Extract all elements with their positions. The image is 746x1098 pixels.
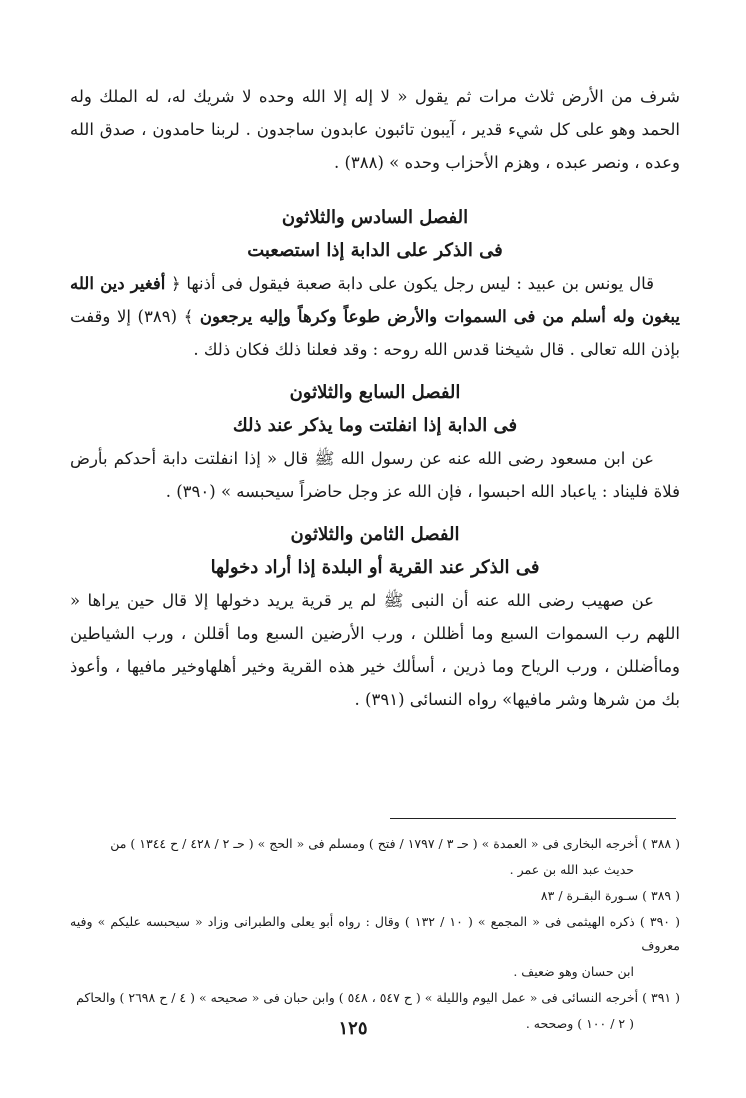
text-after-quote: ﴾ (٣٨٩) إلا وقفت بإذن الله تعالى . قال شيخنا قدس الله روحه : وقد فعلنا ذلك فكان ذلك . [70, 307, 680, 359]
footnote-text: سـورة البقـرة / ٨٣ [540, 888, 639, 903]
section-title: الفصل السابع والثلاثون [289, 382, 461, 403]
quran-quote: أفغير دين الله يبغون وله أسلم من فى السموات والأرض طوعاً وكرهاً وإليه يرجعون [70, 274, 681, 326]
footnote-number: ( ٣٩١ ) [642, 990, 680, 1005]
footnote-391 [70, 986, 680, 1010]
footnote-text: أخرجه البخارى فى « العمدة » ( حـ ٣ / ١٧٩٧ / فتح ) ومسلم فى « الحج » ( حـ ٢ / ٤٢٨ / ح ١٣٤٤ ) من [110, 836, 639, 851]
opening-paragraph: شرف من الأرض ثلاث مرات ثم يقول « لا إله إلا الله وحده لا شريك له، له الملك وله الحمد وهو على كل شيء قدير ، آيبون تائبون عابدون ساجدون . لربنا حامدون ، صدق الله وعده ، ونصر عبده ، وهزم الأحزاب وحده » (٣٨٨) . [70, 87, 680, 172]
section-37 [70, 376, 680, 508]
section-subtitle: فى الدابة إذا انفلتت وما يذكر عند ذلك [232, 415, 518, 436]
footnote-text: ذكره الهيثمى فى « المجمع » ( ١٠ / ١٣٢ ) وقال : رواه أبو يعلى والطبرانى وزاد « سيحبسه عليكم » وفيه معروف [70, 914, 680, 953]
footnote-389 [70, 884, 680, 908]
section-title: الفصل الثامن والثلاثون [290, 524, 460, 545]
footnote-continuation: حديث عبد الله بن عمر . [509, 862, 634, 877]
section-subtitle: فى الذكر على الدابة إذا استصعبت [247, 240, 503, 261]
page-number: ١٢٥ [338, 1018, 368, 1039]
footnote-number: ( ٣٨٨ ) [642, 836, 680, 851]
section-paragraph: عن ابن مسعود رضى الله عنه عن رسول الله ﷺ قال « إذا انفلتت دابة أحدكم بأرض فلاة فليناد : ياعباد الله احبسوا ، فإن الله عز وجل حاضراً سيحبسه » (٣٩٠) . [70, 449, 680, 501]
page-body [70, 80, 680, 716]
footnote-number: ( ٣٨٩ ) [642, 888, 680, 903]
section-subtitle: فى الذكر عند القرية أو البلدة إذا أراد دخولها [210, 557, 540, 578]
section-38 [70, 518, 680, 716]
footnote-continuation: ( ٢ / ١٠٠ ) وصححه . [525, 1016, 634, 1031]
section-paragraph: عن صهيب رضى الله عنه أن النبى ﷺ لم ير قرية يريد دخولها إلا قال حين يراها « اللهم رب السموات السبع وما أظللن ، ورب الأرضين السبع وما أقللن ، ورب الشياطين وماأضللن ، ورب الرياح وما ذرين ، أسألك خير هذه القرية وخير أهلهاوخير مافيها ، وأعوذ بك من شرها وشر مافيها» رواه النسائى (٣٩١) . [70, 591, 680, 709]
footnotes [70, 832, 680, 1038]
footnote-number: ( ٣٩٠ ) [639, 914, 680, 929]
section-paragraph [70, 267, 680, 366]
footnote-390 [70, 910, 680, 958]
section-title: الفصل السادس والثلاثون [281, 207, 469, 228]
footnote-divider [390, 818, 676, 819]
footnote-continuation: ابن حسان وهو ضعيف . [513, 964, 634, 979]
text-before-quote: قال يونس بن عبيد : ليس رجل يكون على دابة صعبة فيقول فى أذنها ﴿ [165, 274, 654, 293]
footnote-text: أخرجه النسائى فى « عمل اليوم والليلة » ( ح ٥٤٧ ، ٥٤٨ ) وابن حبان فى « صحيحه » ( ٤ / ح ٢٦٩٨ ) والحاكم [76, 990, 639, 1005]
section-36 [70, 201, 680, 366]
footnote-388 [70, 832, 680, 856]
